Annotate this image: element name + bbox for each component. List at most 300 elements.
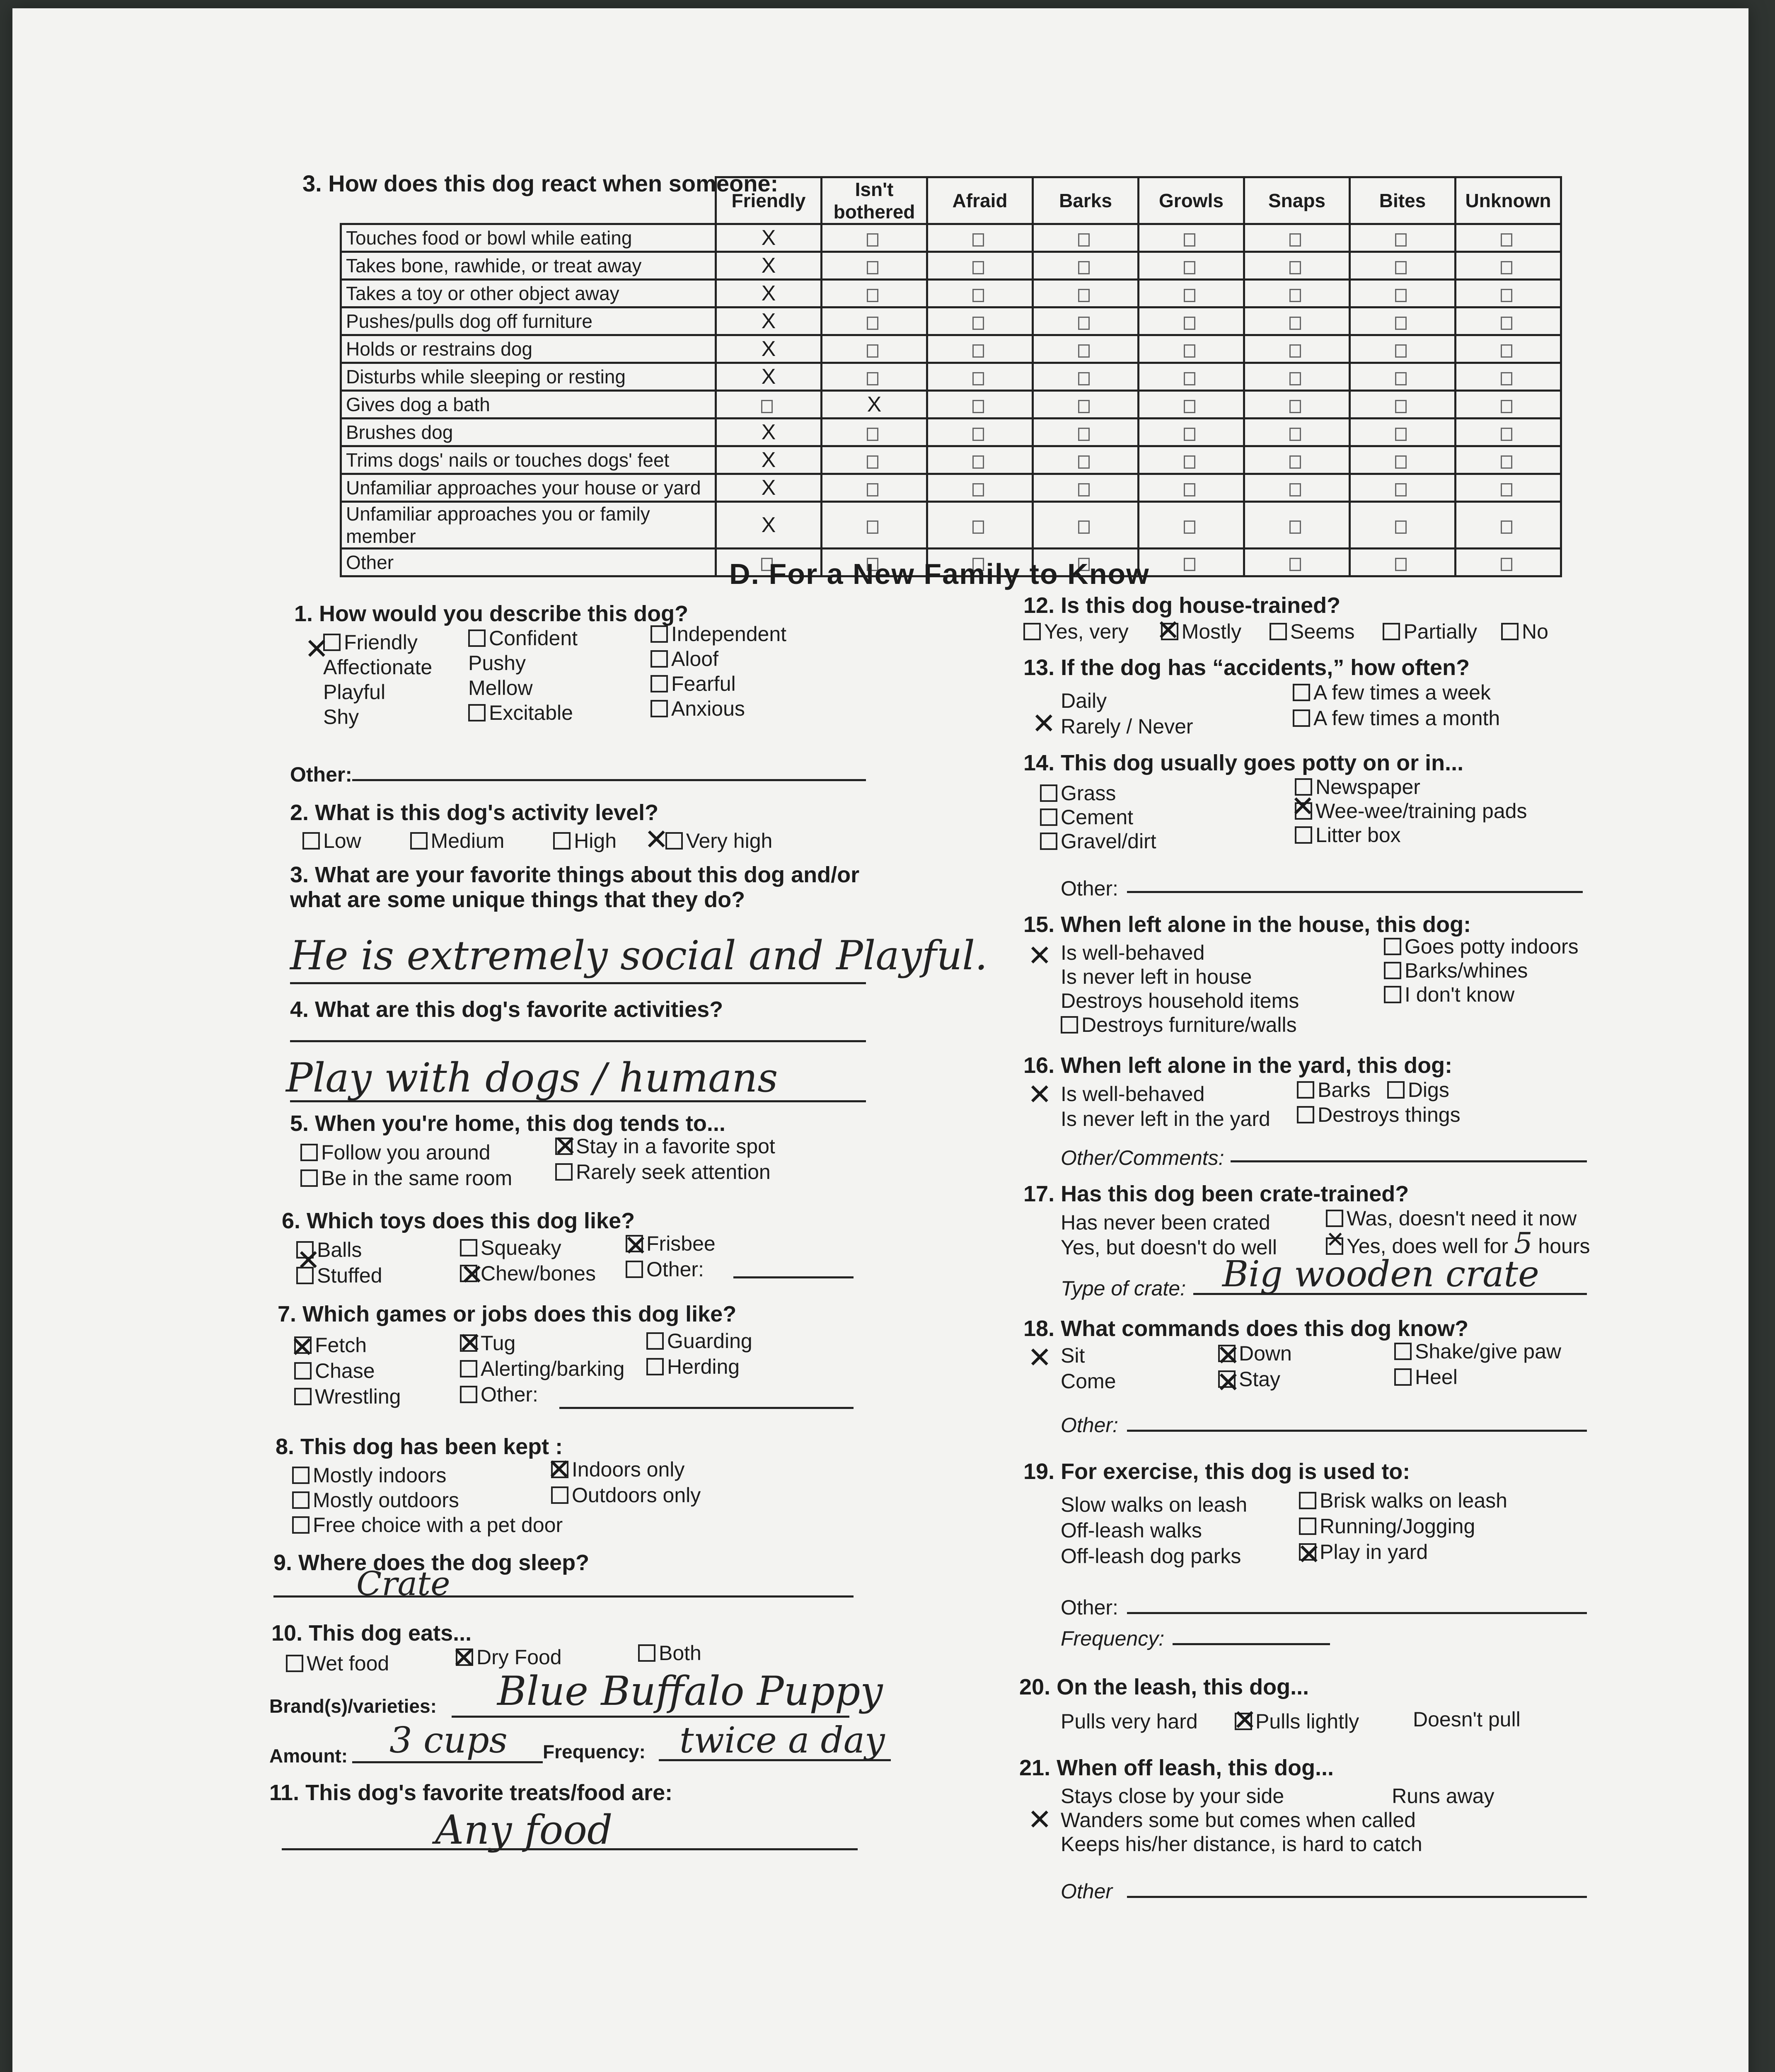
- row-label: Takes bone, rawhide, or treat away: [341, 252, 716, 280]
- q18-option[interactable]: Down: [1218, 1341, 1292, 1366]
- response-cell[interactable]: [1350, 252, 1456, 280]
- q1-option[interactable]: Fearful: [651, 671, 786, 696]
- check-mark: ✕: [1326, 1227, 1345, 1253]
- empty-checkbox: [867, 289, 878, 302]
- response-cell[interactable]: [716, 280, 822, 307]
- response-cell[interactable]: [1350, 307, 1456, 335]
- q19-col1: [1061, 1492, 1247, 1569]
- q17-option[interactable]: Yes, does well for 5 hours: [1326, 1231, 1590, 1259]
- response-cell[interactable]: [716, 307, 822, 335]
- response-cell[interactable]: [1456, 446, 1561, 474]
- response-cell[interactable]: [1350, 419, 1456, 446]
- check-mark: ✕: [1028, 1341, 1052, 1375]
- response-cell[interactable]: [1244, 307, 1350, 335]
- q15-col1: [1061, 941, 1299, 1037]
- response-cell[interactable]: [822, 335, 927, 363]
- q8-option[interactable]: Outdoors only: [551, 1482, 701, 1508]
- check-mark: X: [761, 337, 776, 361]
- response-cell[interactable]: [1350, 474, 1456, 502]
- response-cell[interactable]: [1456, 549, 1561, 576]
- q18-other-label: Other:: [1061, 1414, 1118, 1437]
- q7-option[interactable]: Herding: [646, 1354, 752, 1380]
- response-cell[interactable]: [927, 391, 1033, 419]
- q18-option[interactable]: Stay: [1218, 1366, 1292, 1392]
- empty-checkbox: [972, 428, 984, 441]
- brand-answer[interactable]: Blue Buffalo Puppy: [497, 1668, 883, 1714]
- q19-option[interactable]: Play in yard: [1299, 1539, 1507, 1565]
- q7-option[interactable]: Chase: [294, 1358, 401, 1384]
- q1-col2: [468, 626, 578, 725]
- empty-checkbox: [1184, 233, 1195, 247]
- q21-option[interactable]: Wanders some but comes when called: [1061, 1808, 1416, 1832]
- response-cell[interactable]: [927, 252, 1033, 280]
- q2-text: 2. What is this dog's activity level?: [290, 800, 659, 825]
- empty-checkbox: [867, 483, 878, 496]
- q19-option[interactable]: Off-leash walks: [1061, 1519, 1202, 1542]
- response-cell[interactable]: [1244, 363, 1350, 391]
- q14-option[interactable]: Wee-wee/training pads: [1295, 799, 1527, 823]
- response-cell[interactable]: [1350, 549, 1456, 576]
- q14-other-line[interactable]: [1127, 891, 1583, 893]
- response-cell[interactable]: [822, 280, 927, 307]
- response-cell[interactable]: [927, 502, 1033, 549]
- empty-checkbox: [1184, 317, 1195, 330]
- response-cell[interactable]: [716, 363, 822, 391]
- empty-checkbox: [1501, 558, 1512, 571]
- q1-other-line[interactable]: [352, 779, 866, 781]
- response-cell[interactable]: [1456, 224, 1561, 252]
- q21-options: [1061, 1784, 1494, 1856]
- response-cell[interactable]: [822, 252, 927, 280]
- response-cell[interactable]: [1350, 280, 1456, 307]
- response-cell[interactable]: [1350, 335, 1456, 363]
- q21-option[interactable]: Stays close by your side Runs away: [1061, 1784, 1494, 1808]
- response-cell[interactable]: [927, 363, 1033, 391]
- response-cell[interactable]: [1456, 335, 1561, 363]
- response-cell[interactable]: [1244, 419, 1350, 446]
- crate-type-line: [1193, 1293, 1587, 1295]
- check-mark: ✕: [1028, 1077, 1052, 1111]
- q6-option[interactable]: Balls: [296, 1237, 382, 1263]
- response-cell[interactable]: [1456, 474, 1561, 502]
- response-cell[interactable]: [1139, 335, 1244, 363]
- response-cell[interactable]: [1244, 446, 1350, 474]
- response-cell[interactable]: [1139, 252, 1244, 280]
- q15-option[interactable]: Goes potty indoors: [1384, 934, 1579, 959]
- q3-answer[interactable]: He is extremely social and Playful.: [290, 932, 988, 979]
- q1-option[interactable]: Anxious: [651, 696, 786, 721]
- response-cell[interactable]: [1139, 549, 1244, 576]
- q5-option[interactable]: Be in the same room: [300, 1165, 512, 1191]
- q7-option[interactable]: Wrestling: [294, 1384, 401, 1409]
- q18-text: 18. What commands does this dog know?: [1023, 1316, 1469, 1341]
- q1-option[interactable]: Playful: [323, 680, 386, 704]
- empty-checkbox: [1184, 558, 1195, 571]
- empty-checkbox: [972, 520, 984, 534]
- response-cell[interactable]: [822, 446, 927, 474]
- q14-option[interactable]: Cement: [1040, 805, 1156, 829]
- col-header: Afraid: [927, 177, 1033, 224]
- q19-other-line[interactable]: [1127, 1612, 1587, 1614]
- response-cell[interactable]: [822, 502, 927, 549]
- q5-option[interactable]: Follow you around: [300, 1140, 512, 1165]
- q7-option[interactable]: Guarding: [646, 1328, 752, 1354]
- response-cell[interactable]: [822, 474, 927, 502]
- q14-option[interactable]: Grass: [1040, 781, 1156, 805]
- response-cell[interactable]: [1139, 224, 1244, 252]
- empty-checkbox: [1078, 520, 1090, 534]
- q8-option[interactable]: Indoors only: [551, 1457, 701, 1482]
- empty-checkbox: [1395, 289, 1407, 302]
- q20-option[interactable]: Pulls lightly: [1235, 1709, 1359, 1733]
- q17-option[interactable]: Has never been crated: [1061, 1211, 1270, 1234]
- response-cell[interactable]: [1033, 280, 1139, 307]
- response-cell[interactable]: [1033, 335, 1139, 363]
- empty-checkbox: [867, 455, 878, 469]
- empty-checkbox: [972, 372, 984, 385]
- response-cell[interactable]: [1033, 391, 1139, 419]
- q1-option[interactable]: Excitable: [468, 700, 578, 725]
- q18-option[interactable]: Sit: [1061, 1344, 1085, 1367]
- table-row: [341, 335, 1561, 363]
- response-cell[interactable]: [822, 307, 927, 335]
- empty-checkbox: [1395, 483, 1407, 496]
- q14-option[interactable]: Newspaper: [1295, 775, 1527, 799]
- response-cell[interactable]: [1456, 280, 1561, 307]
- check-mark: ✕: [1216, 1365, 1241, 1399]
- col-header: Growls: [1139, 177, 1244, 224]
- response-cell[interactable]: [1350, 363, 1456, 391]
- response-cell[interactable]: [1350, 502, 1456, 549]
- response-cell[interactable]: [1139, 307, 1244, 335]
- q18-option[interactable]: Shake/give paw: [1394, 1339, 1561, 1364]
- q8-option[interactable]: Mostly outdoors: [292, 1488, 563, 1513]
- empty-checkbox: [1289, 289, 1301, 302]
- response-cell[interactable]: [1139, 446, 1244, 474]
- response-cell[interactable]: [1456, 307, 1561, 335]
- q19-frequency-line[interactable]: [1173, 1643, 1330, 1645]
- response-cell[interactable]: [1139, 391, 1244, 419]
- q3-line1: 3. What are your favorite things about this dog and/or: [290, 862, 860, 887]
- q16-option[interactable]: Barks Digs: [1297, 1077, 1461, 1102]
- empty-checkbox: [1501, 317, 1512, 330]
- response-cell[interactable]: [1033, 224, 1139, 252]
- q16-other-label: Other/Comments:: [1061, 1146, 1224, 1169]
- q21-other-line[interactable]: [1127, 1896, 1587, 1898]
- table-body: [341, 224, 1561, 576]
- q7-option[interactable]: Tug: [460, 1330, 624, 1356]
- q12-option[interactable]: Yes, very: [1023, 620, 1129, 643]
- q6-other-line[interactable]: [733, 1276, 854, 1278]
- q19-option[interactable]: Brisk walks on leash: [1299, 1488, 1507, 1513]
- q19-option[interactable]: Off-leash dog parks: [1061, 1544, 1241, 1568]
- response-cell[interactable]: [1244, 502, 1350, 549]
- q1-option[interactable]: Pushy: [468, 651, 526, 675]
- q1-text: 1. How would you describe this dog?: [294, 601, 689, 626]
- q1-option[interactable]: Mellow: [468, 676, 533, 700]
- response-cell[interactable]: [716, 446, 822, 474]
- response-cell[interactable]: [927, 280, 1033, 307]
- q4-line2: [290, 1100, 866, 1102]
- response-cell[interactable]: [1139, 474, 1244, 502]
- response-cell[interactable]: [927, 307, 1033, 335]
- response-cell[interactable]: [1350, 446, 1456, 474]
- response-cell[interactable]: [1244, 474, 1350, 502]
- q7-col3: [646, 1328, 752, 1380]
- q21-option[interactable]: Keeps his/her distance, is hard to catch: [1061, 1832, 1422, 1856]
- empty-checkbox: [867, 317, 878, 330]
- row-label: Unfamiliar approaches your house or yard: [341, 474, 716, 502]
- check-mark: X: [761, 476, 776, 500]
- q15-option[interactable]: Is never left in house: [1061, 965, 1252, 988]
- check-mark: ✕: [1028, 939, 1052, 973]
- q8-option[interactable]: Mostly indoors: [292, 1463, 563, 1488]
- q1-option[interactable]: Confident: [468, 626, 578, 651]
- response-cell[interactable]: [1350, 391, 1456, 419]
- response-cell[interactable]: [1244, 335, 1350, 363]
- q6-option[interactable]: Squeaky: [460, 1235, 596, 1261]
- q13-option[interactable]: A few times a month: [1293, 705, 1500, 731]
- q20-option[interactable]: Pulls very hard: [1061, 1710, 1198, 1733]
- q6-option[interactable]: Other:: [626, 1256, 716, 1282]
- check-mark: ✕: [1028, 1803, 1052, 1837]
- empty-checkbox: [1395, 455, 1407, 469]
- empty-checkbox: [1501, 428, 1512, 441]
- table-title: 3. How does this dog react when someone:: [302, 170, 779, 196]
- q19-option[interactable]: Slow walks on leash: [1061, 1493, 1248, 1516]
- q2-option[interactable]: High: [553, 829, 617, 852]
- table-row: [341, 502, 1561, 549]
- response-cell[interactable]: [1244, 391, 1350, 419]
- q4-line: [290, 1040, 866, 1042]
- table-row: [341, 307, 1561, 335]
- response-cell[interactable]: [716, 335, 822, 363]
- response-cell[interactable]: [1139, 280, 1244, 307]
- q13-option[interactable]: A few times a week: [1293, 680, 1500, 705]
- table-header-row: [341, 177, 1561, 224]
- empty-checkbox: [1184, 400, 1195, 413]
- q15-option[interactable]: Is well-behaved: [1061, 941, 1205, 964]
- empty-checkbox: [1078, 261, 1090, 274]
- empty-checkbox: [1289, 317, 1301, 330]
- empty-checkbox: [1501, 520, 1512, 534]
- empty-checkbox: [867, 520, 878, 534]
- response-cell[interactable]: [1139, 419, 1244, 446]
- response-cell[interactable]: [1033, 446, 1139, 474]
- empty-checkbox: [1289, 261, 1301, 274]
- response-cell[interactable]: [716, 474, 822, 502]
- table-row: [341, 252, 1561, 280]
- q5-option[interactable]: Rarely seek attention: [555, 1159, 775, 1185]
- q2-option[interactable]: Medium: [410, 829, 505, 852]
- response-cell[interactable]: [1033, 363, 1139, 391]
- q10-option[interactable]: Wet food: [286, 1651, 389, 1675]
- q14-option[interactable]: Gravel/dirt: [1040, 829, 1156, 853]
- response-cell[interactable]: [716, 419, 822, 446]
- q19-frequency-label: Frequency:: [1061, 1627, 1165, 1650]
- q16-other-line[interactable]: [1231, 1160, 1587, 1162]
- q18-option[interactable]: Heel: [1394, 1364, 1561, 1390]
- q14-option[interactable]: Litter box: [1295, 823, 1527, 847]
- q9-answer[interactable]: Crate: [356, 1564, 450, 1603]
- empty-checkbox: [1078, 428, 1090, 441]
- table-row: [341, 280, 1561, 307]
- response-cell[interactable]: [1033, 502, 1139, 549]
- brand-line: [452, 1716, 849, 1718]
- table-row: [341, 363, 1561, 391]
- check-mark: ✕: [1216, 1339, 1241, 1372]
- q15-option[interactable]: Destroys furniture/walls: [1061, 1013, 1299, 1037]
- row-label: Unfamiliar approaches you or family member: [341, 502, 716, 549]
- q12-option[interactable]: Mostly: [1161, 620, 1241, 643]
- check-mark: ✕: [547, 1452, 571, 1486]
- freq-answer[interactable]: twice a day: [680, 1720, 885, 1761]
- q13-option[interactable]: Rarely / Never: [1061, 715, 1193, 738]
- amount-answer[interactable]: 3 cups: [389, 1720, 508, 1761]
- empty-checkbox: [1289, 344, 1301, 358]
- response-cell[interactable]: [822, 363, 927, 391]
- q7-option[interactable]: Other:: [460, 1382, 624, 1407]
- table-row: [341, 446, 1561, 474]
- response-cell[interactable]: [1456, 391, 1561, 419]
- response-cell[interactable]: [927, 474, 1033, 502]
- q4-answer[interactable]: Play with dogs / humans: [286, 1055, 778, 1101]
- row-label: Touches food or bowl while eating: [341, 224, 716, 252]
- q1-option[interactable]: Friendly: [323, 630, 432, 655]
- row-label: Brushes dog: [341, 419, 716, 446]
- q9-line: [273, 1595, 854, 1598]
- reaction-table: [340, 176, 1562, 577]
- q20-option[interactable]: Doesn't pull: [1413, 1708, 1521, 1731]
- response-cell[interactable]: [822, 224, 927, 252]
- response-cell[interactable]: [1244, 252, 1350, 280]
- empty-checkbox: [1289, 455, 1301, 469]
- response-cell[interactable]: [716, 252, 822, 280]
- response-cell[interactable]: [1139, 502, 1244, 549]
- empty-checkbox: [1184, 428, 1195, 441]
- section-title: D. For a New Family to Know: [729, 558, 1150, 590]
- q17-option[interactable]: Yes, but doesn't do well: [1061, 1236, 1277, 1259]
- check-mark: X: [761, 513, 776, 537]
- freq-line: [659, 1759, 891, 1761]
- q2-option[interactable]: Low: [302, 829, 361, 852]
- response-cell[interactable]: [927, 335, 1033, 363]
- q16-option[interactable]: Destroys things: [1297, 1102, 1461, 1127]
- q7-option[interactable]: Alerting/barking: [460, 1356, 624, 1382]
- q14-other-label: Other:: [1061, 877, 1118, 900]
- q17-col1: [1061, 1210, 1277, 1260]
- response-cell[interactable]: [822, 419, 927, 446]
- q2-option[interactable]: Very high: [665, 829, 772, 852]
- response-cell[interactable]: [927, 224, 1033, 252]
- q18-option[interactable]: Come: [1061, 1370, 1116, 1393]
- empty-checkbox: [1289, 558, 1301, 571]
- q13-option[interactable]: Daily: [1061, 689, 1107, 712]
- crate-type-answer[interactable]: Big wooden crate: [1222, 1254, 1539, 1295]
- q14-col2: [1295, 775, 1527, 847]
- q19-option[interactable]: Running/Jogging: [1299, 1513, 1507, 1539]
- response-cell[interactable]: [1033, 419, 1139, 446]
- response-cell[interactable]: [1033, 307, 1139, 335]
- response-cell[interactable]: [1033, 474, 1139, 502]
- empty-checkbox: [1501, 344, 1512, 358]
- empty-checkbox: [1289, 520, 1301, 534]
- q10-option[interactable]: Both: [638, 1641, 701, 1665]
- q12-option[interactable]: Partially: [1383, 620, 1477, 643]
- response-cell[interactable]: [1456, 419, 1561, 446]
- q15-option[interactable]: I don't know: [1384, 983, 1579, 1007]
- empty-checkbox: [1395, 317, 1407, 330]
- empty-checkbox: [1289, 233, 1301, 247]
- q7-option[interactable]: Fetch: [294, 1332, 401, 1358]
- response-cell[interactable]: [1244, 549, 1350, 576]
- q6-option[interactable]: Stuffed: [296, 1263, 382, 1288]
- q16-option[interactable]: Is never left in the yard: [1061, 1107, 1270, 1130]
- q1-col1: [323, 630, 432, 729]
- response-cell[interactable]: [716, 502, 822, 549]
- q1-option[interactable]: Independent: [651, 622, 786, 646]
- empty-checkbox: [972, 344, 984, 358]
- q2-options: [302, 829, 772, 853]
- row-label: Holds or restrains dog: [341, 335, 716, 363]
- response-cell[interactable]: [1244, 280, 1350, 307]
- response-cell[interactable]: [1456, 252, 1561, 280]
- response-cell[interactable]: [927, 419, 1033, 446]
- q1-option[interactable]: Affectionate: [323, 656, 433, 679]
- q15-col2: [1384, 934, 1579, 1007]
- q6-option[interactable]: Chew/bones: [460, 1261, 596, 1286]
- response-cell[interactable]: [716, 391, 822, 419]
- q17-option[interactable]: Was, doesn't need it now: [1326, 1206, 1590, 1231]
- q8-option[interactable]: Free choice with a pet door: [292, 1513, 563, 1537]
- check-mark: ✕: [1291, 789, 1315, 823]
- response-cell[interactable]: [1350, 224, 1456, 252]
- q11-line: [282, 1848, 858, 1850]
- row-label: Disturbs while sleeping or resting: [341, 363, 716, 391]
- q7-col2: [460, 1330, 624, 1407]
- q15-option[interactable]: Destroys household items: [1061, 989, 1299, 1012]
- q18-other-line[interactable]: [1127, 1430, 1587, 1432]
- empty-checkbox: [867, 372, 878, 385]
- q12-option[interactable]: No: [1501, 620, 1548, 643]
- empty-checkbox: [1078, 372, 1090, 385]
- q10-option[interactable]: Dry Food: [456, 1645, 562, 1669]
- q12-option[interactable]: Seems: [1270, 620, 1355, 643]
- response-cell[interactable]: [716, 224, 822, 252]
- q18-col3: [1394, 1339, 1561, 1390]
- q5-option[interactable]: Stay in a favorite spot: [555, 1133, 775, 1159]
- response-cell[interactable]: [1139, 363, 1244, 391]
- response-cell[interactable]: [822, 391, 927, 419]
- empty-checkbox: [1184, 455, 1195, 469]
- q1-col3: [651, 622, 786, 721]
- q16-option[interactable]: Is well-behaved: [1061, 1082, 1205, 1106]
- response-cell[interactable]: [1033, 252, 1139, 280]
- q6-option[interactable]: Frisbee: [626, 1231, 716, 1256]
- empty-checkbox: [1078, 289, 1090, 302]
- q7-other-line[interactable]: [559, 1407, 854, 1409]
- q11-answer[interactable]: Any food: [435, 1807, 613, 1853]
- q15-option[interactable]: Barks/whines: [1384, 959, 1579, 983]
- response-cell[interactable]: [1456, 502, 1561, 549]
- q1-option[interactable]: Aloof: [651, 646, 786, 671]
- amount-line: [352, 1761, 543, 1763]
- response-cell[interactable]: [1244, 224, 1350, 252]
- response-cell[interactable]: [927, 446, 1033, 474]
- q5-col1: [300, 1140, 512, 1191]
- response-cell[interactable]: [1456, 363, 1561, 391]
- q1-option[interactable]: Shy: [323, 705, 359, 729]
